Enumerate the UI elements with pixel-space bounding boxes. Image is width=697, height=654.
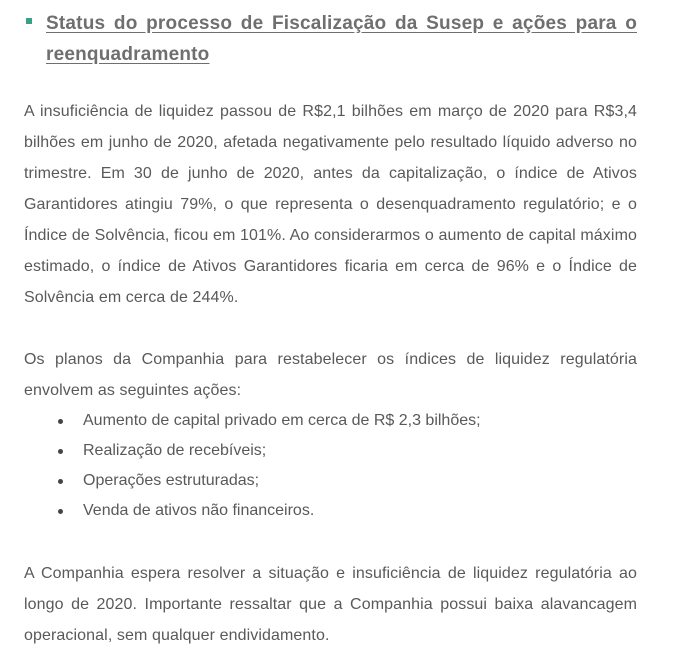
- plans-intro-paragraph: Os planos da Companhia para restabelecer os índices de liquidez regulatória envolvem as seguintes ações:: [24, 351, 637, 399]
- outlook-paragraph: A Companhia espera resolver a situação e insuficiência de liquidez regulatória ao longo de 2020. Importante ressaltar que a Companhia possui baixa alavancagem operacional, sem qualquer endividamento.: [24, 565, 637, 644]
- dot-bullet-icon: [58, 449, 63, 454]
- action-list: [24, 406, 637, 526]
- dot-bullet-icon: [58, 419, 63, 424]
- list-item: [24, 496, 637, 526]
- list-item-text: Venda de ativos não financeiros.: [83, 502, 315, 519]
- document-page: [24, 8, 637, 651]
- section-heading-text: Status do processo de Fiscalização da Susep e ações para o reenquadramento: [46, 13, 637, 65]
- list-item-text: Realização de recebíveis;: [83, 442, 267, 459]
- dot-bullet-icon: [58, 509, 63, 514]
- dot-bullet-icon: [58, 479, 63, 484]
- liquidity-paragraph: A insuficiência de liquidez passou de R$2,1 bilhões em março de 2020 para R$3,4 bilhões em junho de 2020, afetada negativamente pelo resultado líquido adverso no trimestre. Em 30 de junho de 2020, antes da capitalização, o índice de Ativos Garantidores atingiu 79%, o que representa o desenquadramento regulatório; e o Índice de Solvência, ficou em 101%. Ao considerarmos o aumento de capital máximo estimado, o índice de Ativos Garantidores ficaria em cerca de 96% e o Índice de Solvência em cerca de 244%.: [24, 103, 637, 306]
- list-item-text: Operações estruturadas;: [83, 472, 260, 489]
- list-item: [24, 436, 637, 466]
- section-heading: [24, 8, 637, 70]
- square-bullet-icon: [26, 18, 32, 24]
- list-item: [24, 466, 637, 496]
- list-item-text: Aumento de capital privado em cerca de R$ 2,3 bilhões;: [83, 412, 481, 429]
- list-item: [24, 406, 637, 436]
